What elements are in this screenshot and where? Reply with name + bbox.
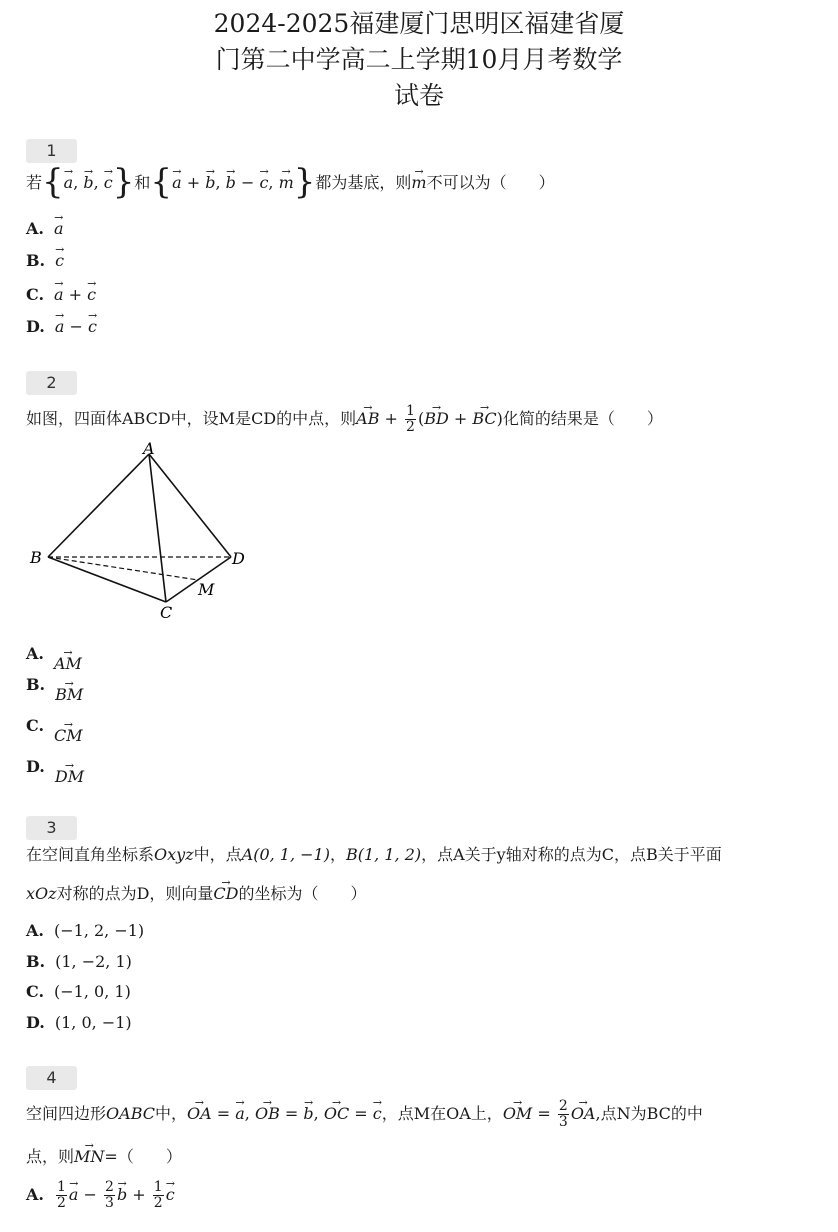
tetrahedron-figure <box>26 440 256 625</box>
question-3-option-b[interactable]: B. (1, −2, 1) <box>26 952 132 971</box>
question-2-option-a[interactable]: A.→ AM <box>26 632 82 666</box>
vertex-label-a: A <box>143 440 155 458</box>
question-number-badge: 2 <box>26 371 77 395</box>
point-label-m: M <box>198 580 215 599</box>
question-1-option-d[interactable]: D.→ a − → c <box>26 315 97 339</box>
question-4-option-a[interactable]: A. $\frac{1}{2}$ → a − $\frac{2}{3}$ → b + $\frac{1}{2}$ → c <box>26 1180 175 1211</box>
question-3-stem-line-2: xOz对称的点为D，则向量→ CD的坐标为（ ） <box>26 882 367 906</box>
title-line-1: 2024-2025福建厦门思明区福建省厦 <box>213 9 625 38</box>
question-2-option-d[interactable]: D.→ DM <box>26 755 84 779</box>
vertex-label-b: B <box>30 548 42 567</box>
question-2-stem: 如图，四面体ABCD中，设M是CD的中点，则→ AB + $\frac{1}{2}$ (→ BD + → BC)化简的结果是（ ） <box>26 404 663 435</box>
vertex-label-c: C <box>160 603 173 622</box>
vertex-label-d: D <box>232 549 245 568</box>
question-3-option-c[interactable]: C. (−1, 0, 1) <box>26 982 131 1001</box>
question-3-option-d[interactable]: D. (1, 0, −1) <box>26 1013 132 1032</box>
question-4-stem-line-1: 空间四边形OABC中，→ OA = → a, → OB = → b, → OC = → c，点M在OA上，→ OM = $\frac{2}{3}$ → OA,点N为BC的中 <box>26 1099 703 1130</box>
question-2-option-c[interactable]: C.→ CM <box>26 714 83 738</box>
document-title <box>0 6 838 114</box>
question-number-badge: 4 <box>26 1066 77 1090</box>
question-3-option-a[interactable]: A. (−1, 2, −1) <box>26 921 145 940</box>
question-1-stem: 若{→ a, → b, → c}和{→ a + → b, → b − → c, → m}都为基底，则→ m不可以为（ ） <box>26 170 555 195</box>
question-1-option-b[interactable]: B.→ c <box>26 249 64 273</box>
question-3-stem-line-1: 在空间直角坐标系Oxyz中，点A(0, 1, −1)，B(1, 1, 2)，点A关于y轴对称的点为C，点B关于平面 <box>26 845 722 864</box>
question-number-badge: 3 <box>26 816 77 840</box>
question-2-option-b[interactable]: B.→ BM <box>26 673 83 697</box>
title-line-2: 门第二中学高二上学期10月月考数学 <box>215 45 623 74</box>
question-1-option-a[interactable]: A.→ a <box>26 217 64 241</box>
question-1-option-c[interactable]: C.→ a + → c <box>26 283 96 307</box>
title-line-3: 试卷 <box>393 81 444 110</box>
question-4-stem-line-2: 点，则→ MN=（ ） <box>26 1145 182 1169</box>
question-number-badge: 1 <box>26 139 77 163</box>
